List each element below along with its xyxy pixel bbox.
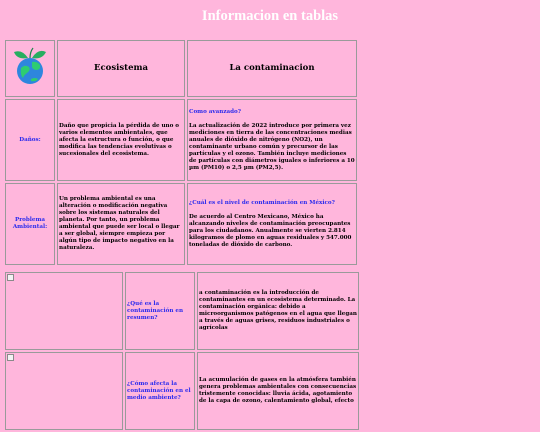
broken-image-cell — [5, 272, 123, 350]
header-contaminacion: La contaminacion — [187, 40, 357, 97]
info-table-2 — [3, 270, 361, 432]
broken-image-icon — [7, 274, 14, 281]
danos-contaminacion-text: La actualización de 2022 introduce por primera vez mediciones en tierra de las concentraciones medias anuales de dióxido de nitrógeno (NO2), un contaminante urbano común y precursor de las partículas y el ozono. También incluye mediciones de partículas con diámetros iguales o inferiores a 10 µm (PM10) o 2,5 µm (PM2,5). — [189, 122, 355, 171]
page-title: Informacion en tablas — [201, 8, 339, 24]
broken-image-icon — [7, 354, 14, 361]
problema-contaminacion-cell — [187, 183, 357, 265]
link-como-avanzado[interactable]: Como avanzado? — [189, 108, 242, 115]
danos-contaminacion-cell — [187, 99, 357, 181]
problema-contaminacion-text: De acuerdo al Centro Mexicano, México ha alcanzando niveles de contaminación preocupantes para los ciudadanos. Anualmente se vierten 2.814 kilogramos de plomo en aguas residuales y 547.000 toneladas de dióxido de carbono. — [189, 213, 352, 248]
answer-que-es: a contaminación es la introducción de contaminantes en un ecosistema determinado. La contaminación orgánica: debido a microorganismos patógenos en el agua que llegan a través de aguas grises, residuos industriales o agrícolas — [197, 272, 359, 350]
answer-como-afecta: La acumulación de gases en la atmósfera también genera problemas ambientales con consecuencias tristemente conocidas: lluvia ácida, agotamiento de la capa de ozono, calentamiento global, efecto — [197, 352, 359, 430]
question-como-afecta[interactable]: ¿Cómo afecta la contaminación en el medio ambiente? — [125, 352, 195, 430]
header-ecosistema: Ecosistema — [57, 40, 185, 97]
link-nivel-contaminacion-mexico[interactable]: ¿Cuál es el nivel de contaminación en México? — [189, 199, 335, 206]
problema-ecosistema-text: Un problema ambiental es una alteración o modificación negativa sobre los sistemas naturales del planeta. Por tanto, un problema ambiental que puede ser local o llegar a ser global, siempre empieza por algún tipo de impacto negativo en la naturaleza. — [57, 183, 185, 265]
question-que-es[interactable]: ¿Qué es la contaminación en resumen? — [125, 272, 195, 350]
broken-image-cell — [5, 352, 123, 430]
logo-cell — [5, 40, 55, 97]
row-label-problema-ambiental: Problema Ambiental: — [5, 183, 55, 265]
row-label-danos: Daños: — [5, 99, 55, 181]
info-table-1 — [3, 38, 359, 267]
earth-globe-leaves-icon — [9, 46, 51, 88]
danos-ecosistema-text: Daño que propicia la pérdida de uno o varios elementos ambientales, que afecta la estructura o función, o que modifica las tendencias evolutivas o sucesionales del ecosistema. — [57, 99, 185, 181]
